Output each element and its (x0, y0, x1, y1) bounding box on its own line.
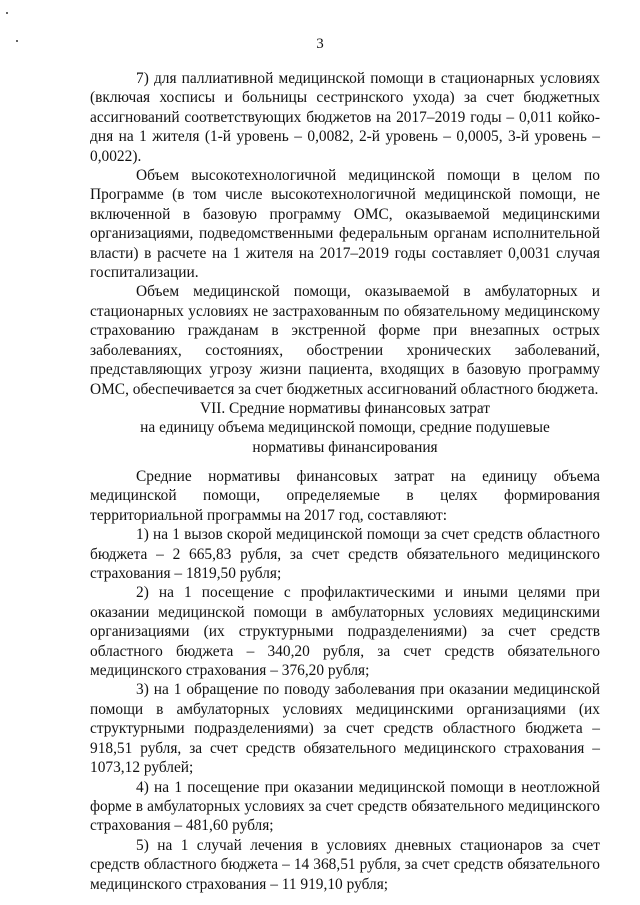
paragraph-high-tech-care: Объем высокотехнологичной медицинской помощи в целом по Программе (в том числе высокотехнологичной медицинской помощи, не включенной в базовую программу ОМС, оказываемой медицинскими организациями, подведомственными федеральным органам исполнительной власти) в расчете на 1 жителя на 2017–2019 годы составляет 0,0031 случая госпитализации. (90, 167, 600, 282)
paragraphs-bottom (90, 467, 600, 894)
paragraph-uninsured-care: Объем медицинской помощи, оказываемой в амбулаторных и стационарных условиях не застрахованным по обязательному медицинскому страхованию гражданам в экстренной форме при внезапных острых заболеваниях, состояниях, обострении хронических заболеваний, представляющих угрозу жизни пациента, входящих в базовую программу ОМС, обеспечивается за счет бюджетных ассигнований областного бюджета. (90, 283, 600, 398)
list-item-preventive-visit: 2) на 1 посещение с профилактическими и иными целями при оказании медицинской помощи в амбулаторных условиях медицинскими организациями (их структурными подразделениями) за счет средств областного бюджета – 340,20 рубля, за счет средств обязательного медицинского страхования – 376,20 рубля; (90, 584, 600, 680)
paragraphs-top (90, 69, 600, 399)
section-heading (90, 399, 600, 457)
list-item-day-hospital: 5) на 1 случай лечения в условиях дневных стационаров за счет средств областного бюджета – 14 368,51 рубля, за счет средств обязательного медицинского страхования – 11 919,10 рубля; (90, 836, 600, 893)
section-heading-line: нормативы финансирования (252, 438, 438, 456)
list-item-ambulance: 1) на 1 вызов скорой медицинской помощи за счет средств областного бюджета – 2 665,83 рубля, за счет средств обязательного медицинского страхования – 1819,50 рубля; (90, 526, 600, 583)
page-number: 3 (316, 36, 324, 52)
paragraph-intro: Средние нормативы финансовых затрат на единицу объема медицинской помощи, определяемые в целях формирования территориальной программы на 2017 год, составляют: (90, 468, 600, 524)
scan-artifact-dot (6, 12, 8, 14)
section-heading-line: VII. Средние нормативы финансовых затрат (200, 400, 490, 417)
section-heading-line: на единицу объема медицинской помощи, средние подушевые (140, 419, 550, 437)
paragraph-palliative-care: 7) для паллиативной медицинской помощи в стационарных условиях (включая хосписы и больницы сестринского ухода) за счет бюджетных ассигнований соответствующих бюджетов на 2017–2019 годы – 0,011 койко-дня на 1 жителя (1-й уровень – 0,0082, 2-й уровень – 0,0005, 3-й уровень – 0,0022). (90, 70, 600, 165)
list-item-urgent-care: 4) на 1 посещение при оказании медицинской помощи в неотложной форме в амбулаторных условиях за счет средств обязательного медицинского страхования – 481,60 рубля; (90, 778, 600, 835)
list-item-disease-visit: 3) на 1 обращение по поводу заболевания при оказании медицинской помощи в амбулаторных условиях медицинскими организациями (их структурными подразделениями) за счет средств областного бюджета – 918,51 рубля, за счет средств обязательного медицинского страхования – 1073,12 рублей; (90, 681, 600, 777)
